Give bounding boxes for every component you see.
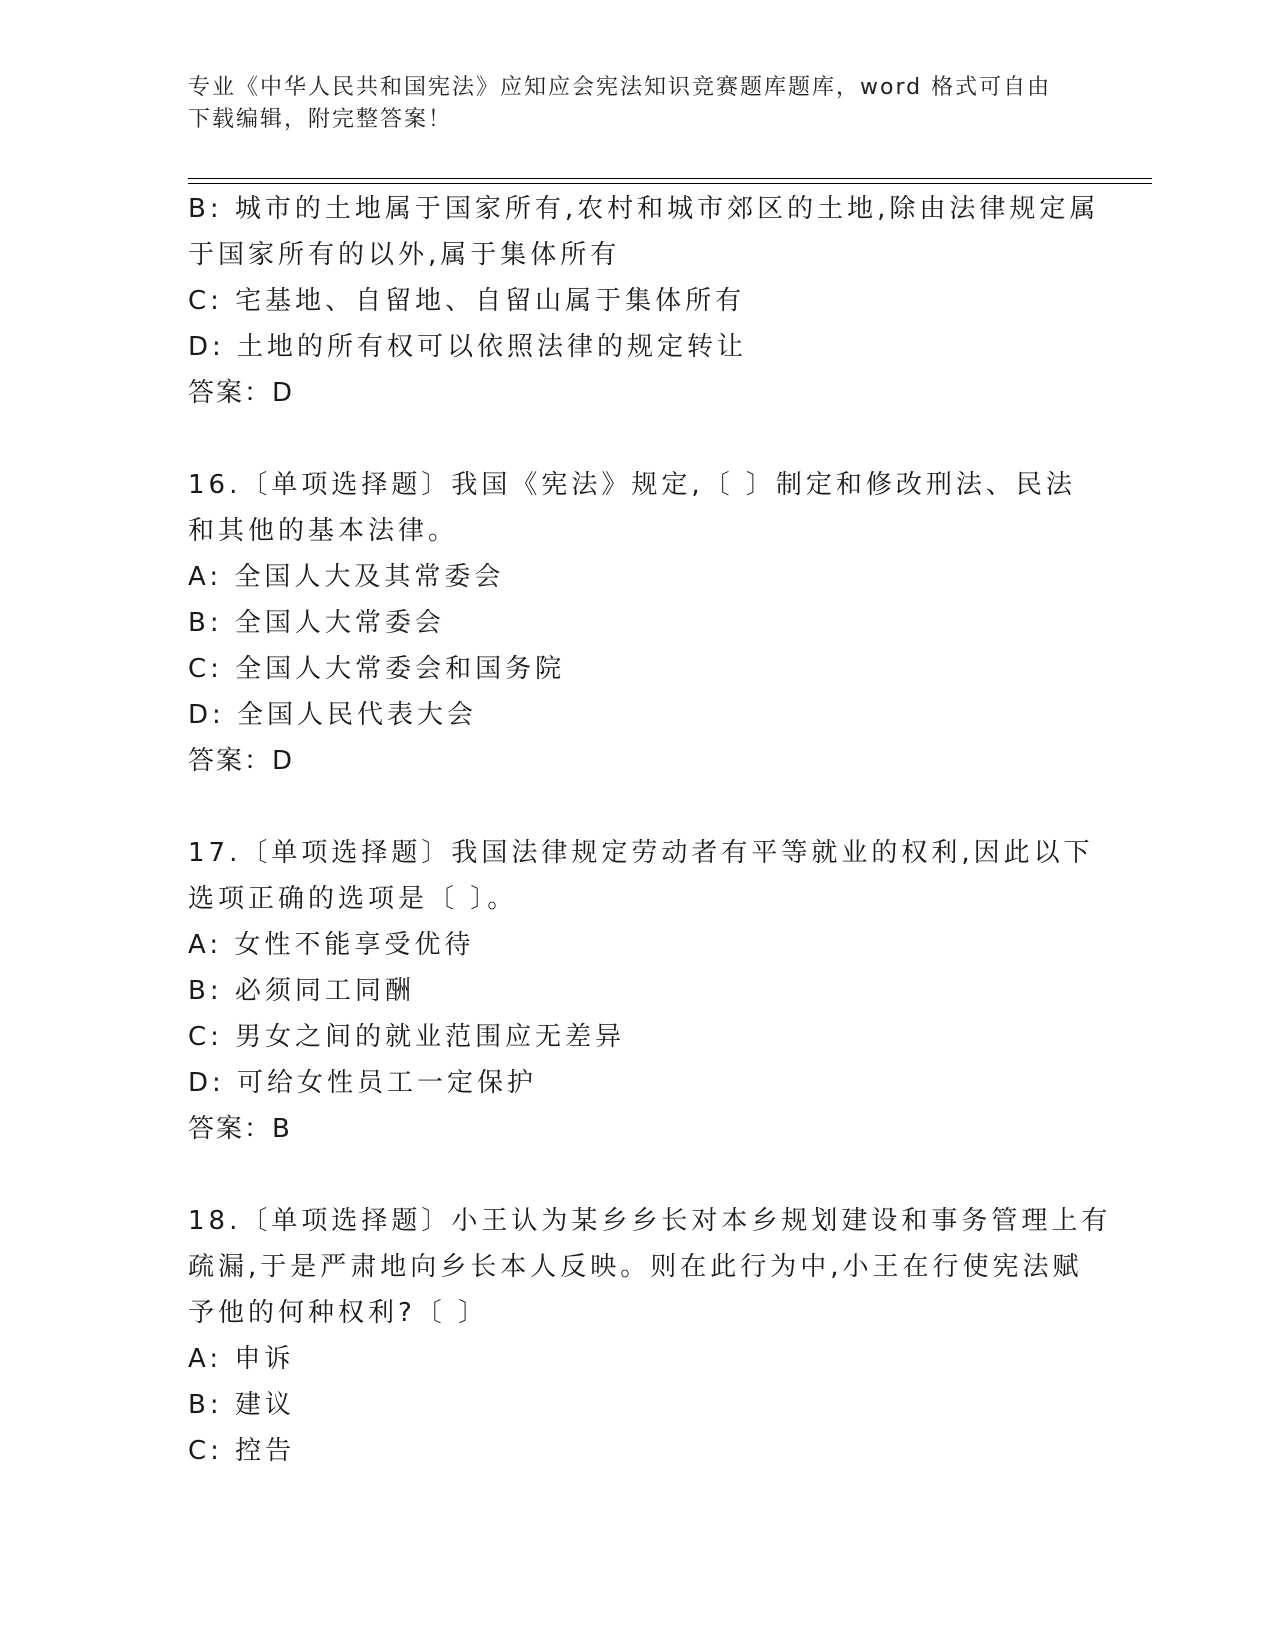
option-b-line-1: B: 城市的土地属于国家所有,农村和城市郊区的土地,除由法律规定属 [188,194,1100,224]
option-a: A: 申诉 [188,1344,295,1374]
header-line-2: 下载编辑，附完整答案！ [188,107,453,132]
document-body [188,186,1112,1474]
option-b-line-2: 于国家所有的以外,属于集体所有 [188,240,621,270]
question-stem-line-2: 疏漏,于是严肃地向乡长本人反映。则在此行为中,小王在行使宪法赋 [188,1252,1083,1282]
question-stem-line-1: 16.〔单项选择题〕我国《宪法》规定,〔 〕制定和修改刑法、民法 [188,470,1076,500]
option-b: B: 建议 [188,1390,295,1420]
option-d: D: 土地的所有权可以依照法律的规定转让 [188,332,748,362]
option-d: D: 可给女性员工一定保护 [188,1068,538,1098]
option-b: B: 全国人大常委会 [188,608,445,638]
question-17 [188,830,1094,1152]
option-a: A: 全国人大及其常委会 [188,562,505,592]
question-stem-line-2: 选项正确的选项是〔 〕。 [188,884,518,914]
option-c: C: 全国人大常委会和国务院 [188,654,566,684]
option-d: D: 全国人民代表大会 [188,700,478,730]
option-c: C: 男女之间的就业范围应无差异 [188,1022,626,1052]
answer-line: 答案：B [188,1114,292,1144]
option-c: C: 控告 [188,1436,296,1466]
option-b: B: 必须同工同酬 [188,976,415,1006]
question-stem-line-1: 18.〔单项选择题〕小王认为某乡乡长对本乡规划建设和事务管理上有 [188,1206,1112,1236]
question-18 [188,1198,1112,1474]
answer-line: 答案：D [188,378,295,408]
question-15-continued [188,186,1100,416]
header-divider-bottom [188,183,1152,184]
header-line-1: 专业《中华人民共和国宪法》应知应会宪法知识竞赛题库题库，word 格式可自由 [188,75,1052,100]
option-c: C: 宅基地、自留地、自留山属于集体所有 [188,286,746,316]
question-stem-line-1: 17.〔单项选择题〕我国法律规定劳动者有平等就业的权利,因此以下 [188,838,1094,868]
question-16 [188,462,1088,784]
header-divider-top [188,178,1152,179]
question-stem-line-2: 和其他的基本法律。 [188,516,459,546]
option-a: A: 女性不能享受优待 [188,930,475,960]
document-header [188,72,1088,136]
answer-line: 答案：D [188,746,295,776]
question-stem-line-3: 予他的何种权利?〔 〕 [188,1298,489,1328]
